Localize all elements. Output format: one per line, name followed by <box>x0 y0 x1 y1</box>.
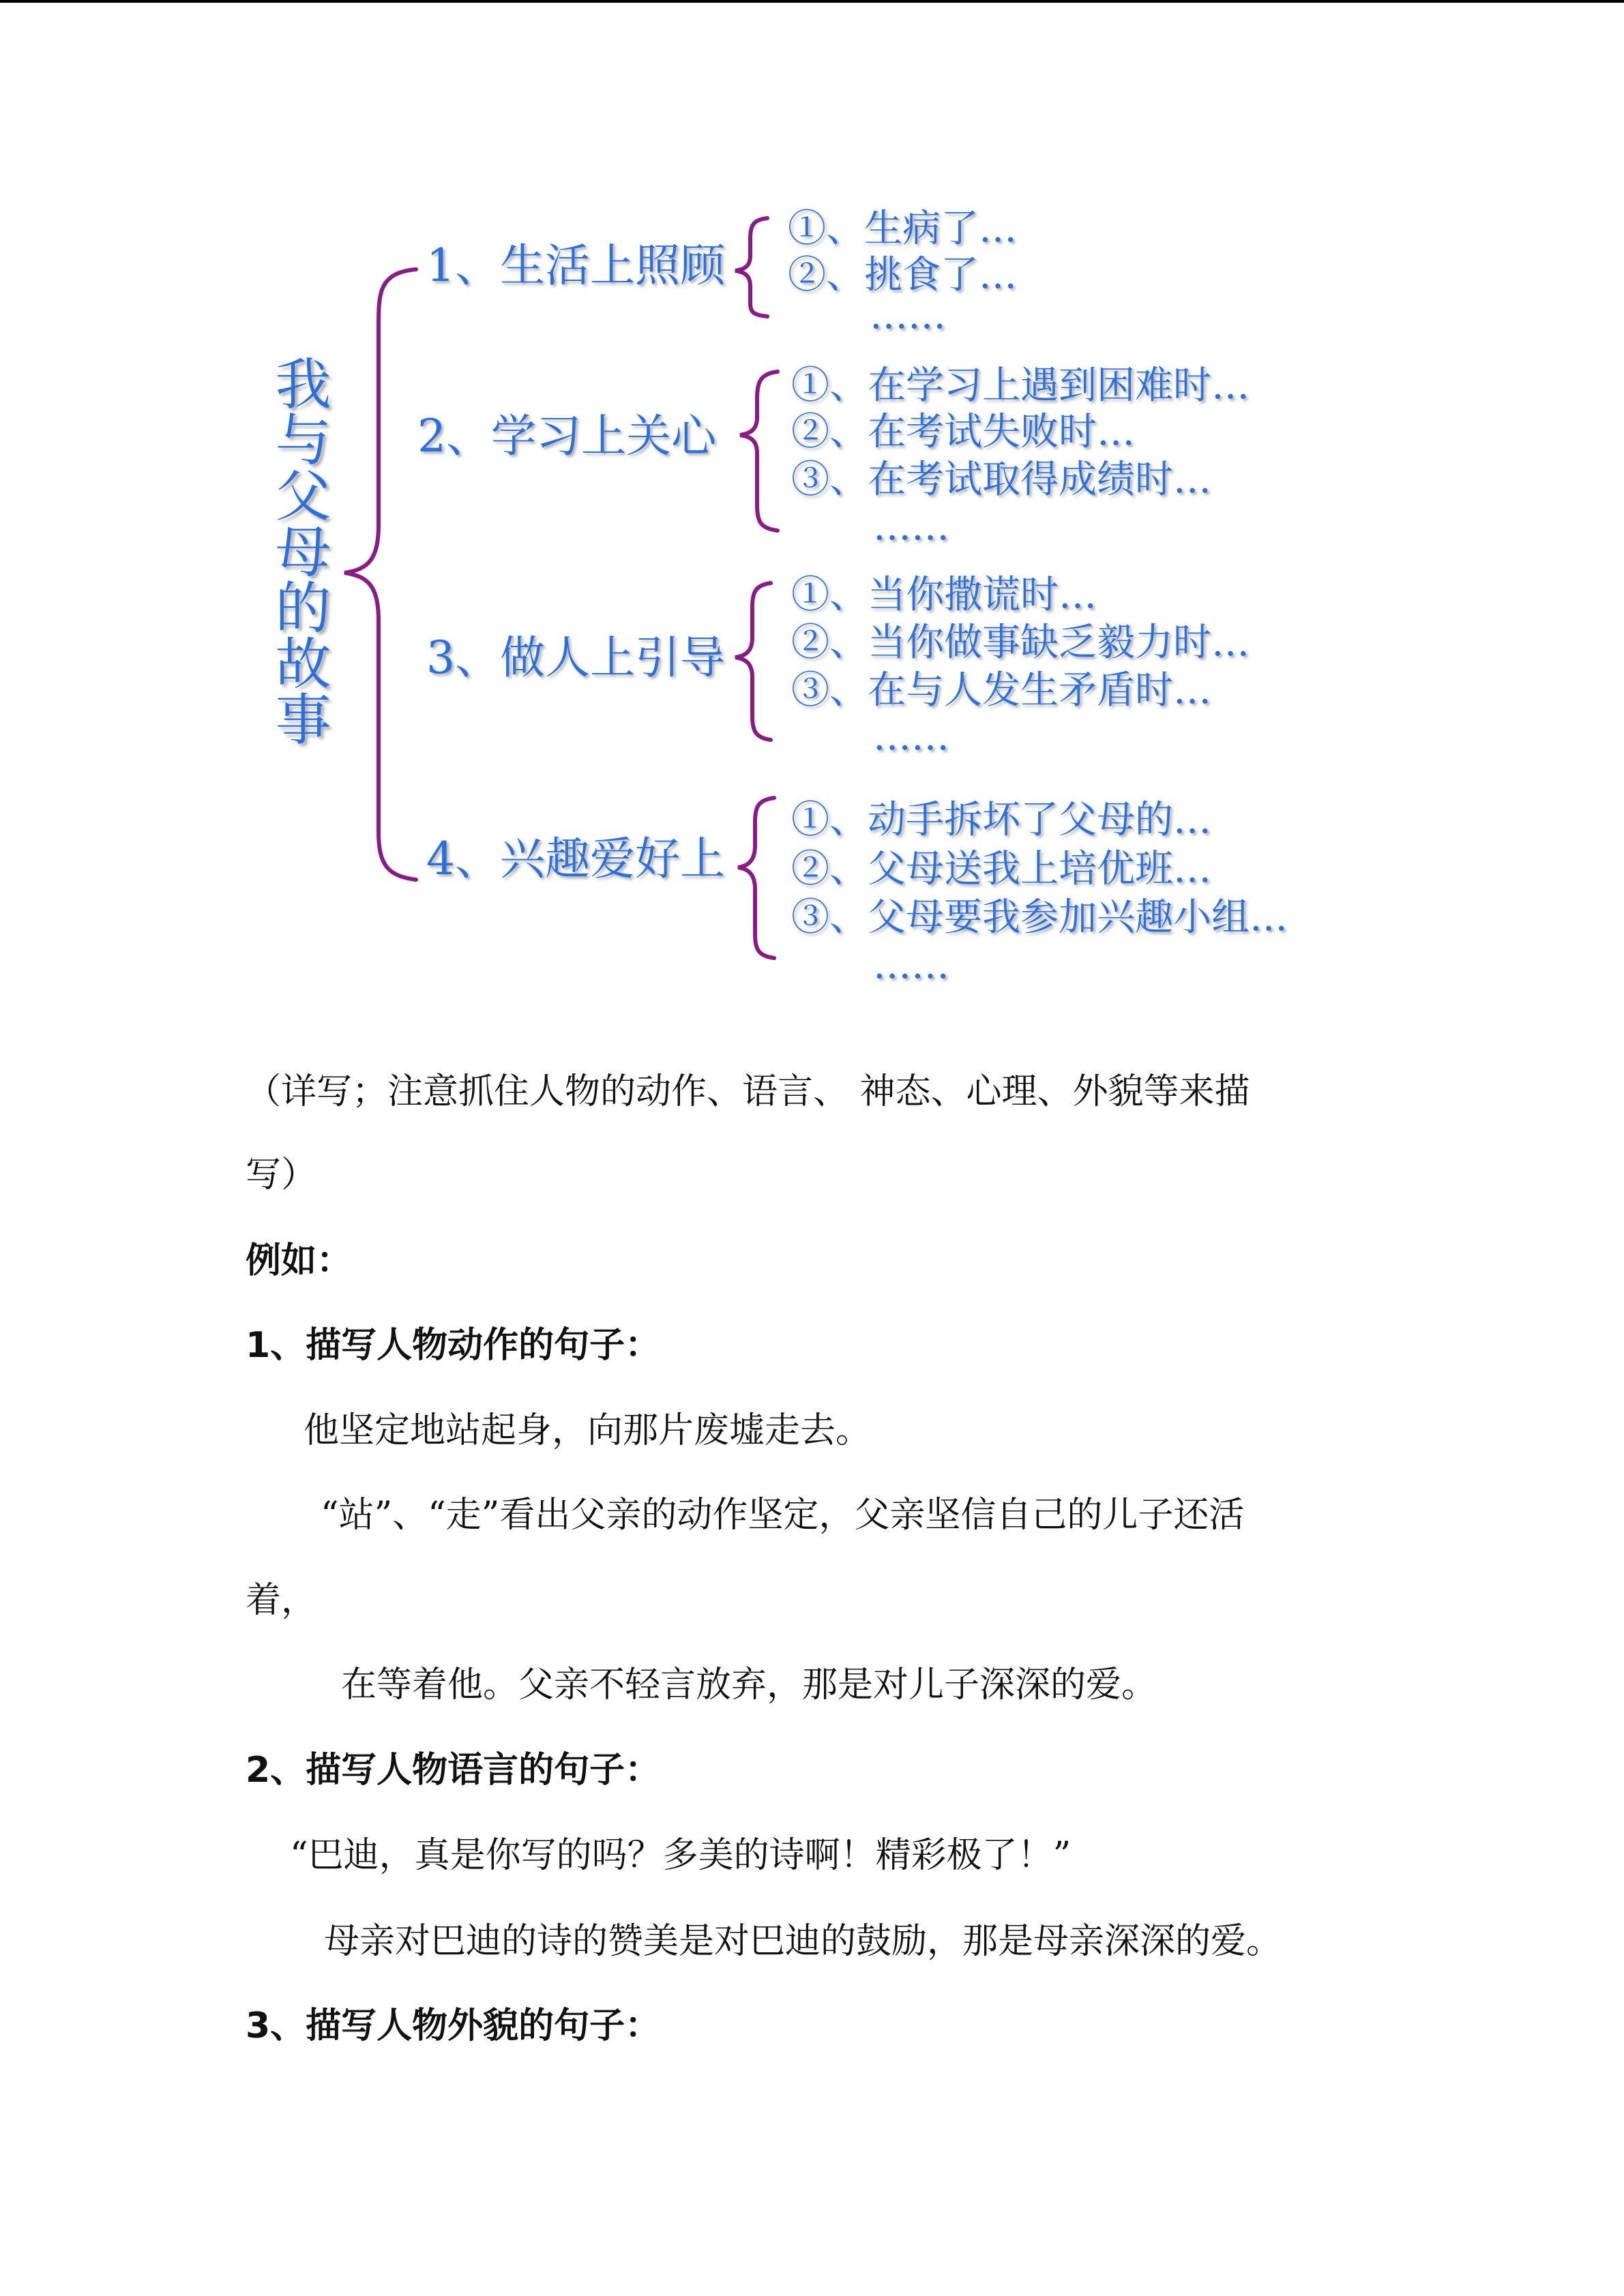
branch-2-ellipsis: …… <box>873 505 949 549</box>
mind-map <box>0 0 1624 1023</box>
branch-2-item-2: ②、在考试失败时… <box>791 410 1135 454</box>
branch-1-item-1: ①、生病了… <box>788 207 1017 251</box>
branch-4-item-2: ②、父母送我上培优班… <box>791 847 1211 891</box>
branch-3-item-1: ①、当你撒谎时… <box>791 573 1097 617</box>
section-1-analysis-line-1: “站”、“走”看出父亲的动作坚定，父亲坚信自己的儿子还活 <box>321 1495 1245 1536</box>
branch-3-item-2: ②、当你做事缺乏毅力时… <box>791 621 1250 665</box>
branch1-brace <box>735 218 767 316</box>
root-brace <box>344 269 416 880</box>
note-line-1: （详写；注意抓住人物的动作、语言、 神态、心理、外貌等来描 <box>246 1071 1250 1112</box>
section-1-analysis-line-2: 着， <box>246 1580 317 1621</box>
branch-3-ellipsis: …… <box>873 715 949 759</box>
branch-4-ellipsis: …… <box>873 943 949 987</box>
section-3-heading: 3、描写人物外貌的句子： <box>246 2006 661 2046</box>
branch-3-label: 3、做人上引导 <box>426 631 725 684</box>
branch-4-label: 4、兴趣爱好上 <box>426 833 725 885</box>
branch2-brace <box>740 372 778 531</box>
branch-2-item-3: ③、在考试取得成绩时… <box>791 458 1211 502</box>
section-2-sentence: “巴迪，真是你写的吗？多美的诗啊！精彩极了！” <box>290 1835 1072 1876</box>
note-line-2: 写） <box>246 1154 317 1195</box>
example-label: 例如： <box>246 1240 353 1281</box>
branch-2-item-1: ①、在学习上遇到困难时… <box>791 363 1250 408</box>
branch-2-label: 2、学习上关心 <box>417 410 716 462</box>
branch-1-ellipsis: …… <box>870 293 946 338</box>
branch-1-item-2: ②、挑食了… <box>788 253 1017 297</box>
mind-map-root-title: 我与父母的故事 <box>266 355 331 746</box>
branch3-brace <box>735 583 771 740</box>
section-1-sentence: 他坚定地站起身，向那片废墟走去。 <box>304 1410 872 1451</box>
branch4-brace <box>738 798 774 958</box>
section-1-analysis-line-3: 在等着他。父亲不轻言放弃，那是对儿子深深的爱。 <box>341 1665 1157 1705</box>
branch-1-label: 1、生活上照顾 <box>426 239 725 292</box>
section-2-analysis: 母亲对巴迪的诗的赞美是对巴迪的鼓励，那是母亲深深的爱。 <box>324 1921 1282 1962</box>
section-1-heading: 1、描写人物动作的句子： <box>246 1325 661 1366</box>
section-2-heading: 2、描写人物语言的句子： <box>246 1750 661 1791</box>
branch-3-item-3: ③、在与人发生矛盾时… <box>791 668 1211 713</box>
branch-4-item-3: ③、父母要我参加兴趣小组… <box>791 895 1288 940</box>
branch-4-item-1: ①、动手拆坏了父母的… <box>791 798 1211 842</box>
